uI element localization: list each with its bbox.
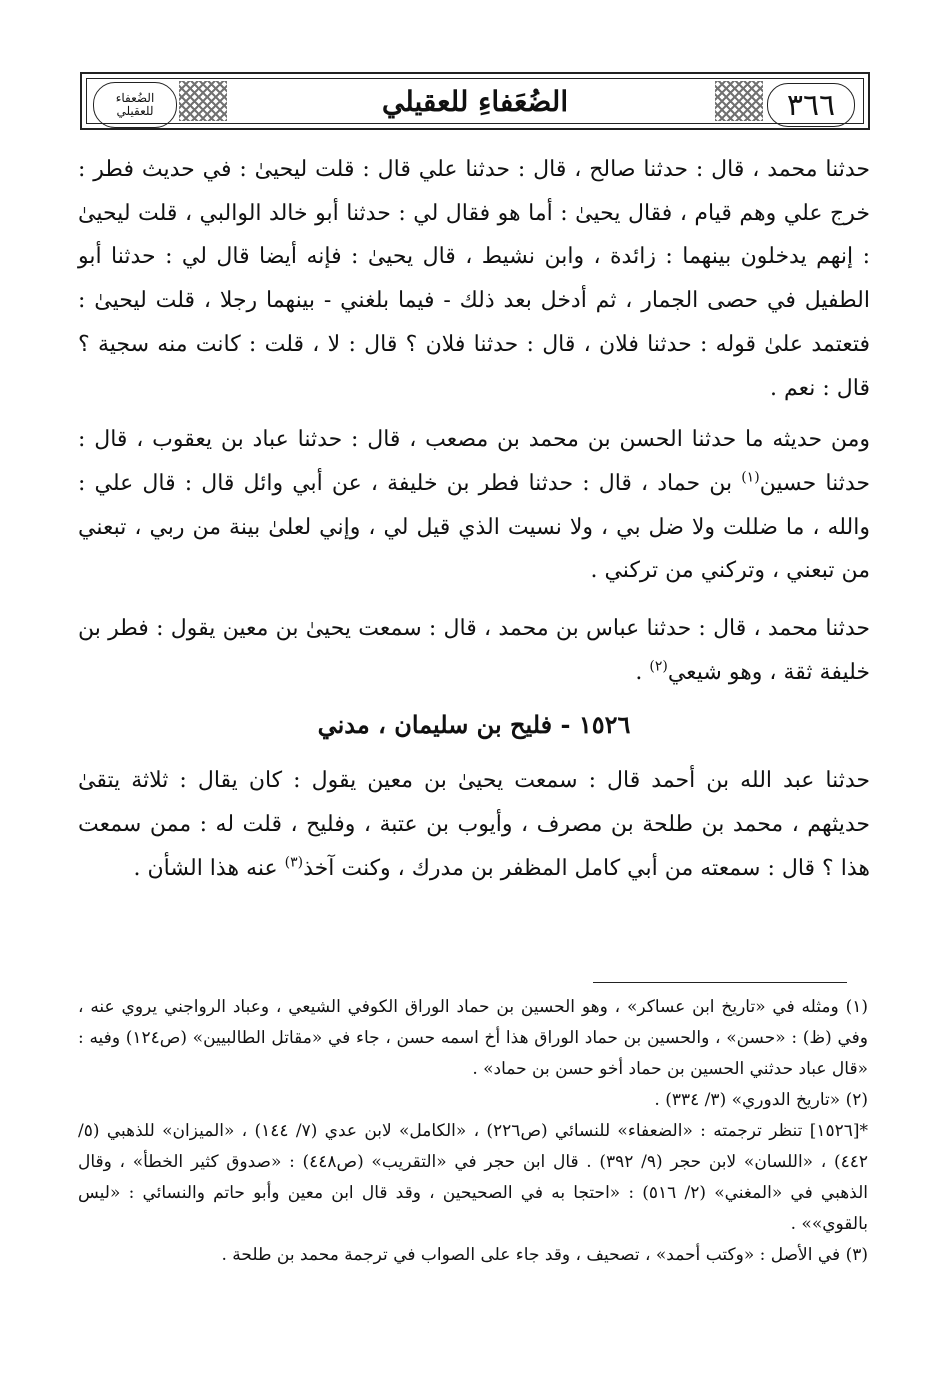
page-header (80, 72, 870, 130)
paragraph-2-text-b: بن حماد ، قال : حدثنا فطر بن خليفة ، عن أبي وائل قال : قال علي : والله ، ما ضللت ولا ضل بي ، ولا نسيت الذي قيل لي ، وإني لعلىٰ بينة من ربي ، تبعني من تبعني ، وتركني من تركني . (78, 470, 870, 584)
paragraph-4-text-b: عنه هذا الشأن . (133, 855, 285, 881)
footnote-3: (٣) في الأصل : «وكتب أحمد» ، تصحيف ، وقد جاء على الصواب في ترجمة محمد بن طلحة . (221, 1245, 868, 1265)
ornament-right (715, 81, 763, 121)
footnote-ref-3[interactable]: (٣) (284, 854, 304, 871)
paragraph-4 (78, 759, 870, 890)
paragraph-3-text-a: حدثنا محمد ، قال : حدثنا عباس بن محمد ، قال : سمعت يحيىٰ بن معين يقول : فطر بن خليفة ثقة ، وهو شيعي (78, 616, 870, 685)
paragraph-2-text-a: ومن حديثه ما حدثنا الحسن بن محمد بن مصعب ، قال : حدثنا عباد بن يعقوب ، قال : حدثنا حسين (78, 427, 870, 496)
paragraph-1: حدثنا محمد ، قال : حدثنا صالح ، قال : حدثنا علي قال : قلت ليحيىٰ : في حديث فطر : خرج علي وهم قيام ، فقال يحيىٰ : أما هو فقال لي : حدثنا أبو خالد الوالبي ، قلت ليحيىٰ : إنهم يدخلون بينهما : زائدة ، وابن نشيط ، قال يحيىٰ : فإنه أيضا قال لي : حدثنا أبو الطفيل في حصى الجمار ، ثم أدخل بعد ذلك - فيما بلغني - بينهما رجلا ، قلت ليحيىٰ : فتعتمد علىٰ قوله : حدثنا فلان ، قال : حدثنا فلان ؟ قال : لا ، قلت : كانت منه سجية ؟ قال : نعم . (78, 157, 870, 401)
paragraph-3 (78, 607, 870, 694)
running-title: الضُعَفاءِ للعقيلي (381, 85, 569, 118)
footnote-ref-1[interactable]: (١) (741, 469, 760, 486)
footnote-entry-sources: *[١٥٢٦] تنظر ترجمته : «الضعفاء» للنسائي (ص٢٢٦) ، «الكامل» لابن عدي (٧/ ١٤٤) ، «الميزان» للذهبي (٥/ ٤٤٢) ، «اللسان» لابن حجر (٩/ ٣٩٢) . قال ابن حجر في «التقريب» (ص٤٤٨) : «صدوق كثير الخطأ» ، وقال الذهبي في «المغني» (٢/ ٥١٦) : «احتجا به في الصحيحين ، وقد قال ابن معين وأبو حاتم والنسائي : «ليس بالقوي»» . (78, 1121, 869, 1234)
book-logo-medallion (93, 82, 177, 128)
paragraph-2 (78, 418, 870, 593)
paragraph-4-text-a: حدثنا عبد الله بن أحمد قال : سمعت يحيىٰ بن معين يقول : كان يقال : ثلاثة يتقىٰ حديثهم ، محمد بن طلحة بن مصرف ، وأيوب بن عتبة ، وفليح ، قلت له : ممن سمعت هذا ؟ قال : سمعته من أبي كامل المظفر بن مدرك ، وكنت آخذ (78, 768, 870, 881)
footnote-2: (٢) «تاريخ الدوري» (٣/ ٣٣٤) . (654, 1090, 868, 1110)
ornament-left (179, 81, 227, 121)
header-frame (86, 78, 864, 124)
entry-heading: ١٥٢٦ - فليح بن سليمان ، مدني (317, 710, 631, 740)
main-text (78, 148, 870, 905)
page-number: ٣٦٦ (767, 83, 855, 127)
footnote-1: (١) ومثله في «تاريخ ابن عساكر» ، وهو الحسين بن حماد الوراق الكوفي الشيعي ، وعباد الرواجني يروي عنه ، وفي (ظ) : «حسن» ، والحسين بن حماد الوراق هذا أخ اسمه حسن ، جاء في «مقاتل الطالبيين» (ص١٢٤) وفيه : «قال عباد حدثني الحسين بن حماد أخو حسن بن حماد» . (78, 997, 868, 1079)
footnote-divider (593, 982, 847, 983)
footnote-ref-2[interactable]: (٢) (649, 658, 668, 675)
footnotes (78, 992, 868, 1271)
paragraph-3-text-b: . (635, 659, 650, 685)
medallion-line-1: الضُعفاء (115, 91, 155, 105)
medallion-line-2: للعقيلي (116, 104, 154, 118)
